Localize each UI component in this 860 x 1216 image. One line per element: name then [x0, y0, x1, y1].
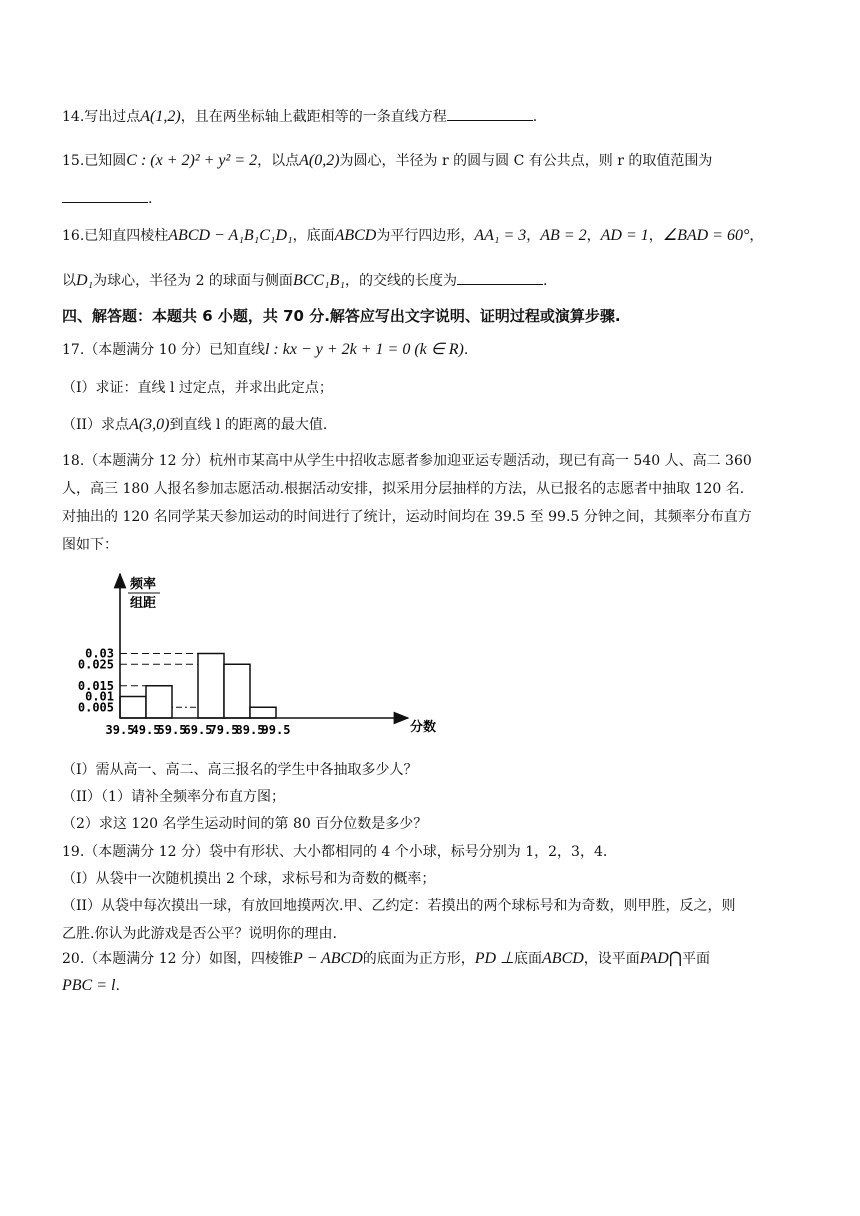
y-tick-label: 0.015: [77, 678, 114, 693]
question-16-line2: [62, 270, 547, 291]
q16-ad: AD = 1: [600, 227, 649, 244]
q18-line2: 人，高三 180 人报名参加志愿活动.根据活动安排，拟采用分层抽样的方法，从已报名的志愿者中抽取 120 名.: [62, 481, 745, 497]
q20-text-c: 底面: [514, 951, 543, 967]
q18-line1: 18.（本题满分 12 分）杭州市某高中从学生中招收志愿者参加迎亚运专题活动，现已有高一 540 人、高二 360: [62, 453, 752, 469]
q16-ab: AB = 2: [540, 227, 587, 244]
section-heading: 四、解答题：本题共 6 小题，共 70 分.解答应写出文字说明、证明过程或演算步骤.: [62, 307, 621, 325]
answer-blank: [457, 270, 543, 285]
q18-part1: （I）需从高一、高二、高三报名的学生中各抽取多少人？: [62, 762, 418, 778]
q16-end: .: [542, 273, 548, 289]
x-tick-label: 69.5: [183, 723, 213, 737]
q19-line3: （II）从袋中每次摸出一球，有放回地摸两次.甲、乙约定：若摸出的两个球标号和为奇数，则甲胜，反之，则: [62, 898, 736, 914]
q14-point: A(1,2): [140, 108, 181, 125]
question-15-line2: [62, 188, 152, 209]
q20-intersect: ⋂: [668, 950, 682, 967]
q17-equation: l : kx − y + 2k + 1 = 0 (k ∈ R): [264, 341, 464, 358]
q16-text-b: ，底面: [292, 228, 335, 244]
q15-text-b: ，以点: [257, 153, 300, 169]
q16-angle: ∠BAD = 60°: [662, 227, 750, 244]
x-tick-label: 49.5: [131, 723, 161, 737]
q16-d1: D₁: [76, 272, 94, 289]
q17-end: .: [463, 342, 469, 358]
y-tick-label: 0.025: [77, 657, 114, 672]
q16-text-e: 为球心，半径为 2 的球面与侧面: [93, 273, 293, 289]
question-16: 16.已知直四棱柱ABCD − A₁B₁C₁D₁，底面ABCD为平行四边形，AA₁ = 3，AB = 2，AD = 1，∠BAD = 60°，: [62, 227, 764, 244]
question-14: [62, 106, 537, 127]
q17-part2: [62, 415, 327, 435]
histogram-bar-1: [146, 686, 172, 718]
q15-end: .: [148, 191, 153, 207]
x-axis-label: 分数: [410, 720, 437, 735]
histogram-bar-2: [198, 654, 224, 719]
q20-perp: PD ⊥: [474, 950, 515, 967]
q14-end: .: [532, 109, 538, 125]
q16-text: 16.已知直四棱柱: [62, 228, 169, 244]
q17-part2-text-b: 到直线 l 的距离的最大值.: [169, 417, 328, 433]
y-axis-label-top: 频率: [130, 577, 157, 592]
q16-text-f: ，的交线的长度为: [344, 273, 457, 289]
answer-blank: [447, 106, 533, 121]
histogram-bar-3: [224, 664, 250, 718]
q18-part3: （2）求这 120 名学生运动时间的第 80 百分位数是多少？: [62, 816, 428, 832]
q15-text: 15.已知圆: [62, 153, 127, 169]
histogram-bar-4: [250, 707, 276, 718]
y-tick-label: 0.03: [85, 646, 114, 661]
x-tick-label: 79.5: [209, 723, 239, 737]
q20-text: 20.（本题满分 12 分）如图，四棱锥: [62, 951, 293, 967]
q20-line-eq: PBC = l: [62, 977, 116, 994]
histogram-bar-0: [120, 697, 146, 719]
q20-text-d: ，设平面: [583, 951, 640, 967]
x-tick-label: 59.5: [157, 723, 187, 737]
q17-part1: （I）求证：直线 l 过定点，并求出此定点；: [62, 380, 333, 396]
y-tick-label: 0.005: [77, 700, 114, 715]
q16-aa1: AA₁ = 3: [474, 227, 527, 244]
q16-text-c: 为平行四边形，: [376, 228, 475, 244]
question-20-line2: [62, 976, 120, 996]
q16-base: ABCD: [334, 227, 377, 244]
x-tick-label: 99.5: [261, 723, 291, 737]
q14-text-b: ，且在两坐标轴上截距相等的一条直线方程: [180, 109, 447, 125]
q17-part2-text: （II）求点: [62, 417, 130, 433]
q16-face: BCC₁B₁: [292, 272, 345, 289]
q17-header: 17.（本题满分 10 分）已知直线: [62, 342, 265, 358]
q20-plane-pad: PAD: [639, 950, 669, 967]
question-15: [62, 151, 712, 171]
q20-text-b: 的底面为正方形，: [362, 951, 475, 967]
q19-line4: 乙胜.你认为此游戏是否公平？说明你的理由.: [62, 926, 337, 942]
q15-point: A(0,2): [299, 152, 340, 169]
q16-prism: ABCD − A₁B₁C₁D₁: [168, 227, 293, 244]
q20-pyramid: P − ABCD: [292, 950, 363, 967]
q14-text: 14.写出过点: [62, 109, 141, 125]
q17-point: A(3,0): [129, 416, 170, 433]
answer-blank: [62, 188, 148, 203]
q19-line2: （I）从袋中一次随机摸出 2 个球，求标号和为奇数的概率；: [62, 871, 436, 887]
question-17: [62, 340, 468, 360]
y-axis-label-bottom: 组距: [130, 596, 157, 611]
q16-text-d: 以: [62, 273, 76, 289]
q18-line4: 图如下：: [62, 537, 118, 553]
q18-line3: 对抽出的 120 名同学某天参加运动的时间进行了统计，运动时间均在 39.5 至 99.5 分钟之间，其频率分布直方: [62, 509, 752, 525]
q18-part2: （II）（1）请补全频率分布直方图；: [62, 789, 285, 805]
q19-line1: 19.（本题满分 12 分）袋中有形状、大小都相同的 4 个小球，标号分别为 1，2，3，4.: [62, 844, 608, 860]
q15-text-c: 为圆心，半径为 r 的圆与圆 C 有公共点，则 r 的取值范围为: [339, 153, 713, 169]
q20-base: ABCD: [542, 950, 584, 967]
question-20: [62, 949, 710, 969]
q20-text-e: 平面: [681, 951, 710, 967]
y-tick-label: 0.01: [85, 689, 114, 704]
q20-end: .: [115, 978, 120, 994]
x-tick-label: 89.5: [235, 723, 265, 737]
x-tick-label: 39.5: [105, 723, 135, 737]
q15-circle-eq: C : (x + 2)² + y² = 2: [126, 152, 258, 169]
frequency-histogram: [62, 566, 442, 746]
